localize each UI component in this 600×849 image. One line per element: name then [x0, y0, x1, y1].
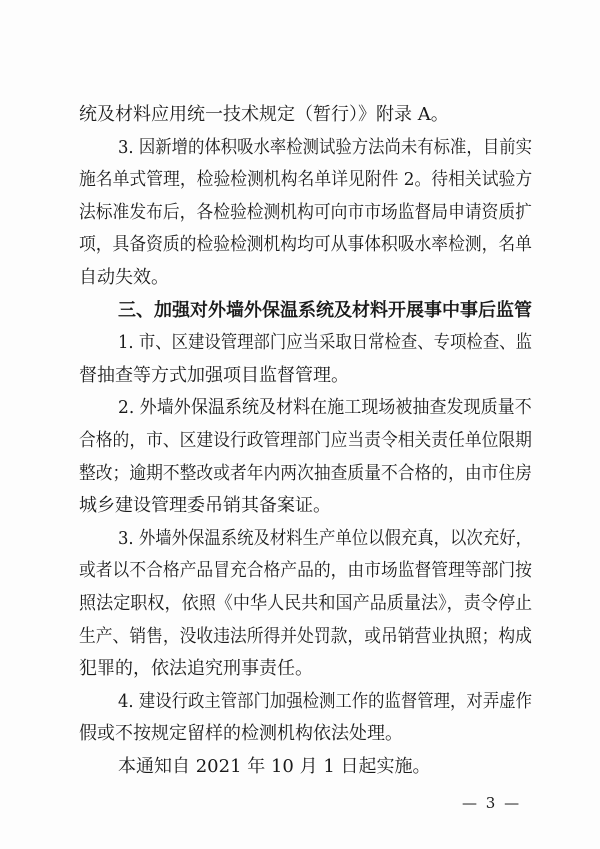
- text-line: 统及材料应用统一技术规定（暂行）》附录 A。: [79, 104, 449, 125]
- text-line: 4. 建设行政主管部门加强检测工作的监督管理，对弄虚作: [118, 690, 532, 712]
- text-line: 照法定职权，依照《中华人民共和国产品质量法》，责令停止: [79, 593, 533, 614]
- text-line: 3. 因新增的体积吸水率检测试验方法尚未有标准，目前实: [118, 136, 532, 158]
- page-number: — 3 —: [462, 794, 522, 812]
- text-line: 犯罪的，依法追究刑事责任。: [79, 658, 313, 680]
- text-line: 合格的，市、区建设行政管理部门应当责令相关责任单位限期: [79, 430, 532, 451]
- text-line: 城乡建设管理委吊销其备案证。: [79, 495, 331, 517]
- text-line: 假或不按规定留样的检测机构依法处理。: [79, 723, 403, 745]
- text-line: 本通知自 2021 年 10 月 1 日起实施。: [118, 756, 431, 777]
- text-line: 施名单式管理，检验检测机构名单详见附件 2。待相关试验方: [79, 169, 533, 191]
- text-line: 或者以不合格产品冒充合格产品的，由市场监督管理等部门按: [79, 560, 532, 582]
- text-line: 整改；逾期不整改或者年内两次抽查质量不合格的，由市住房: [79, 462, 532, 484]
- text-line: 项，具备资质的检验检测机构均可从事体积吸水率检测，名单: [79, 234, 532, 256]
- text-line: 1. 市、区建设管理部门应当采取日常检查、专项检查、监: [118, 332, 532, 354]
- text-line: 生产、销售，没收违法所得并处罚款，或吊销营业执照；构成: [79, 625, 532, 647]
- text-line: 督抽查等方式加强项目监督管理。: [79, 364, 349, 386]
- section-heading: 三、加强对外墙外保温系统及材料开展事中事后监管: [118, 299, 532, 321]
- text-line: 法标准发布后，各检验检测机构可向市市场监督局申请资质扩: [79, 201, 532, 223]
- text-line: 自动失效。: [79, 267, 169, 288]
- text-line: 2. 外墙外保温系统及材料在施工现场被抽查发现质量不: [118, 397, 532, 419]
- text-line: 3. 外墙外保温系统及材料生产单位以假充真，以次充好，: [118, 527, 532, 549]
